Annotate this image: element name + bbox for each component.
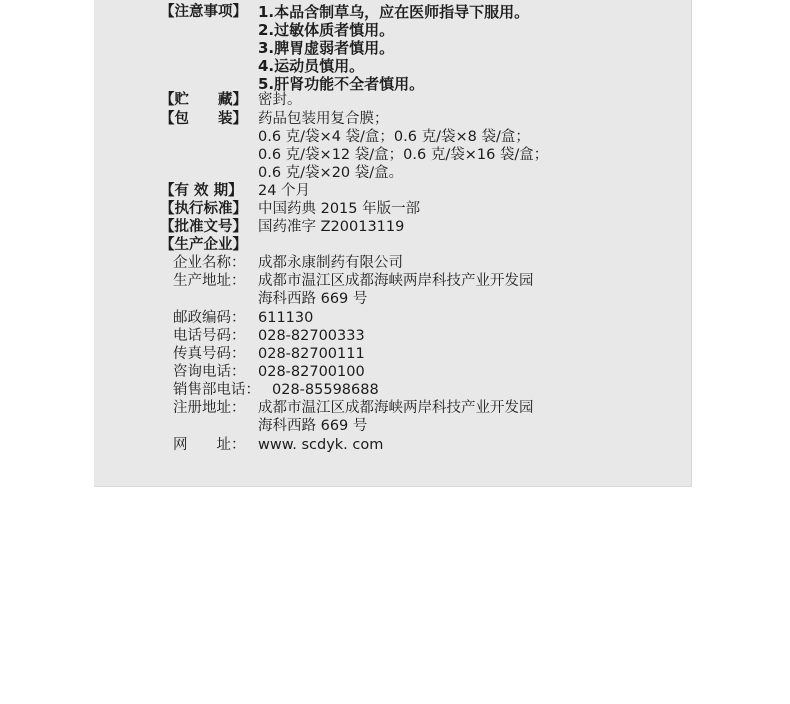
field-value-production-address-2: 海科西路 669 号 xyxy=(258,291,368,307)
field-key-hotline: 咨询电话： xyxy=(173,364,246,380)
standard-value: 中国药典 2015 年版一部 xyxy=(258,201,421,217)
field-value-fax: 028-82700111 xyxy=(258,346,365,362)
validity-value: 24 个月 xyxy=(258,183,311,199)
package-line-2: 0.6 克/袋×4 袋/盒；0.6 克/袋×8 袋/盒； xyxy=(258,129,530,145)
field-value-postcode: 611130 xyxy=(258,310,314,326)
field-value-hotline: 028-82700100 xyxy=(258,364,365,380)
field-value-company: 成都永康制药有限公司 xyxy=(258,255,403,271)
package-line-4: 0.6 克/袋×20 袋/盒。 xyxy=(258,165,404,181)
standard-label: 【执行标准】 xyxy=(160,201,247,217)
field-value-production-address: 成都市温江区成都海峡两岸科技产业开发园 xyxy=(258,273,534,289)
notes-item-2: 2.过敏体质者慎用。 xyxy=(258,21,395,39)
field-key-company: 企业名称： xyxy=(173,255,246,271)
field-value-registered-address-2: 海科西路 669 号 xyxy=(258,418,368,434)
field-key-production-address: 生产地址： xyxy=(173,273,246,289)
approval-label: 【批准文号】 xyxy=(160,219,247,235)
field-key-website: 网 址： xyxy=(173,437,246,453)
package-line-3: 0.6 克/袋×12 袋/盒；0.6 克/袋×16 袋/盒； xyxy=(258,147,549,163)
field-key-registered-address: 注册地址： xyxy=(173,400,246,416)
package-line-1: 药品包装用复合膜； xyxy=(258,111,389,127)
field-value-sales-phone: 028-85598688 xyxy=(272,382,379,398)
notes-item-4: 4.运动员慎用。 xyxy=(258,57,365,75)
package-label: 【包 装】 xyxy=(160,111,247,127)
approval-value: 国药准字 Z20013119 xyxy=(258,219,405,235)
field-value-website: www. scdyk. com xyxy=(258,437,384,453)
field-key-postcode: 邮政编码： xyxy=(173,310,246,326)
notes-item-1: 1.本品含制草乌，应在医师指导下服用。 xyxy=(258,3,530,21)
notes-item-3: 3.脾胃虚弱者慎用。 xyxy=(258,39,395,57)
field-key-phone: 电话号码： xyxy=(173,328,246,344)
field-key-sales-phone: 销售部电话： xyxy=(173,382,260,398)
manufacturer-label: 【生产企业】 xyxy=(160,237,247,253)
field-key-fax: 传真号码： xyxy=(173,346,246,362)
storage-value: 密封。 xyxy=(258,92,302,108)
field-value-phone: 028-82700333 xyxy=(258,328,365,344)
validity-label: 【有 效 期】 xyxy=(160,183,243,199)
storage-label: 【贮 藏】 xyxy=(160,92,247,108)
notes-label: 【注意事项】 xyxy=(160,4,247,20)
field-value-registered-address: 成都市温江区成都海峡两岸科技产业开发园 xyxy=(258,400,534,416)
notes-item-5: 5.肝肾功能不全者慎用。 xyxy=(258,75,425,93)
